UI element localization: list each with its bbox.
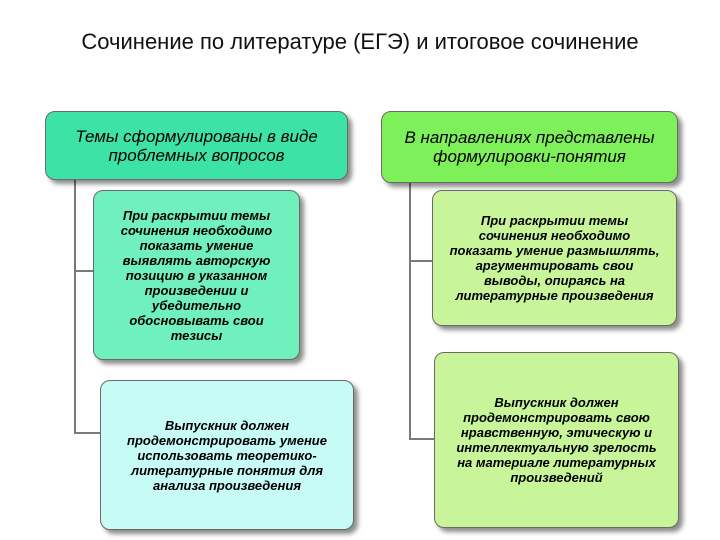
- left-header-box: [45, 111, 348, 180]
- left-connector-branch-1: [74, 270, 94, 272]
- right-item-2-box: [434, 352, 679, 528]
- slide-title: Сочинение по литературе (ЕГЭ) и итоговое сочинение: [81, 29, 639, 54]
- right-item-2-text: Выпускник должен продемонстрировать свою нравственную, этическую и интеллектуальную зрелость на материале литературных произведений: [456, 395, 657, 485]
- left-item-2-box: [100, 380, 354, 530]
- right-header-text: В направлениях представлены формулировки-понятия: [404, 128, 655, 166]
- left-item-1-box: [93, 190, 300, 360]
- right-header-box: [381, 111, 678, 183]
- left-connector-vertical: [74, 178, 76, 433]
- right-item-1-box: [432, 190, 677, 326]
- right-connector-vertical: [409, 182, 411, 440]
- right-item-1-text: При раскрытии темы сочинения необходимо показать умение размышлять, аргументировать свои выводы, опираясь на литературные произведения: [449, 213, 660, 303]
- left-item-1-text: При раскрытии темы сочинения необходимо показать умение выявлять авторскую позицию в указанном произведении и убедительно обосновывать свои тезисы: [120, 207, 273, 343]
- left-item-2-text: Выпускник должен продемонстрировать умение использовать теоретико-литературные понятия для анализа произведения: [127, 417, 327, 493]
- left-header-text: Темы сформулированы в виде проблемных вопросов: [75, 126, 318, 165]
- right-connector-branch-2: [409, 438, 435, 440]
- right-connector-branch-1: [409, 260, 433, 262]
- left-connector-branch-2: [74, 432, 102, 434]
